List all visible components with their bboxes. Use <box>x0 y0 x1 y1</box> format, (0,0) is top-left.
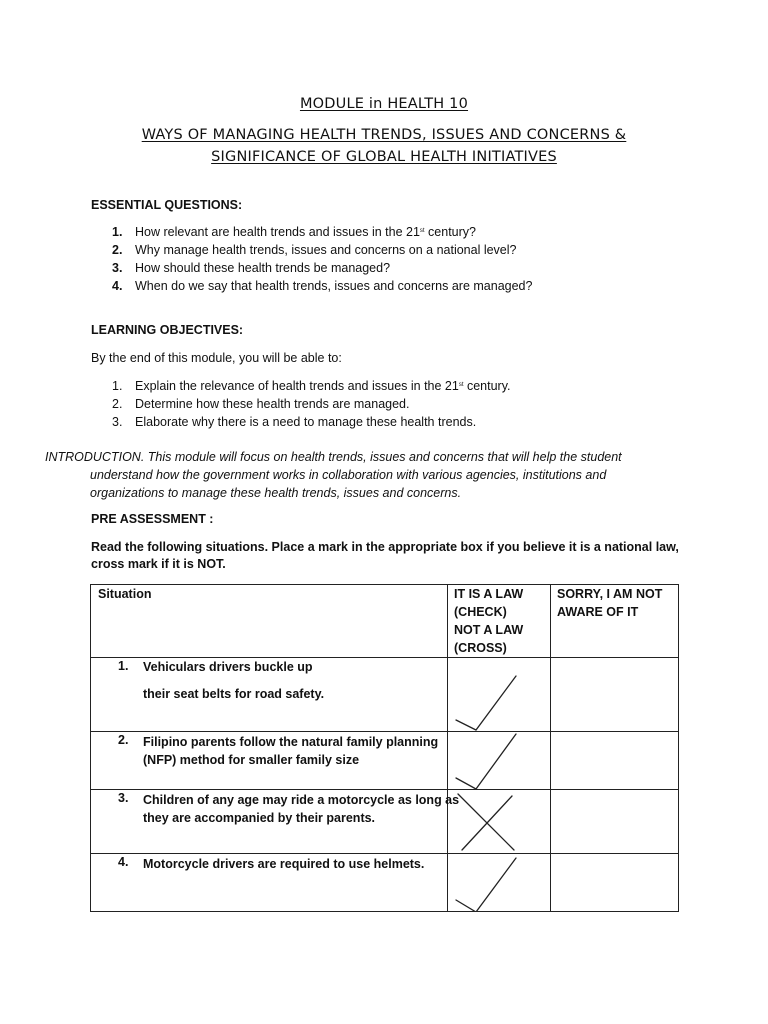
learning-objectives-heading: LEARNING OBJECTIVES: <box>91 323 244 337</box>
topic-title-line2: SIGNIFICANCE OF GLOBAL HEALTH INITIATIVES <box>211 149 557 165</box>
module-title: MODULE in HEALTH 10 <box>299 96 469 112</box>
pre-assessment-table <box>90 584 679 912</box>
law-mark-cell[interactable] <box>448 658 551 732</box>
instruction-line2: cross mark if it is NOT. <box>91 557 226 571</box>
check-mark-icon <box>448 658 550 732</box>
situation-cell: 1. Vehiculars drivers buckle up their seat belts for road safety. <box>91 658 448 732</box>
not-aware-cell[interactable] <box>551 658 679 732</box>
not-aware-cell[interactable] <box>551 790 679 854</box>
table-row <box>91 790 679 854</box>
not-aware-cell[interactable] <box>551 854 679 912</box>
law-mark-cell[interactable] <box>448 854 551 912</box>
situation-cell: 4. Motorcycle drivers are required to use helmets. <box>91 854 448 912</box>
introduction-paragraph: INTRODUCTION. This module will focus on health trends, issues and concerns that will help the student understand how the government works in collaboration with various agencies, institutions and organizations to manage these health trends, issues and concerns. <box>45 450 622 500</box>
situation-cell: 2. Filipino parents follow the natural family planning (NFP) method for smaller family size <box>91 732 448 790</box>
header-situation: Situation <box>91 585 448 658</box>
table-row <box>91 732 679 790</box>
law-mark-cell[interactable] <box>448 732 551 790</box>
check-mark-icon <box>448 732 550 790</box>
header-not-aware: SORRY, I AM NOT AWARE OF IT <box>551 585 679 658</box>
situation-cell: 3. Children of any age may ride a motorcycle as long as they are accompanied by their parents. <box>91 790 448 854</box>
check-mark-icon <box>448 854 550 912</box>
not-aware-cell[interactable] <box>551 732 679 790</box>
table-row <box>91 658 679 732</box>
header-law: IT IS A LAW (CHECK) NOT A LAW (CROSS) <box>448 585 551 658</box>
objectives-intro: By the end of this module, you will be able to: <box>91 351 342 365</box>
instruction-line1: Read the following situations. Place a mark in the appropriate box if you believe it is a national law, <box>91 540 679 554</box>
table-row <box>91 854 679 912</box>
pre-assessment-heading: PRE ASSESSMENT : <box>91 512 214 526</box>
law-mark-cell[interactable] <box>448 790 551 854</box>
cross-mark-icon <box>448 790 550 854</box>
topic-title-line1: WAYS OF MANAGING HEALTH TRENDS, ISSUES AND CONCERNS & <box>141 127 627 143</box>
table-header-row <box>91 585 679 658</box>
essential-questions-heading: ESSENTIAL QUESTIONS: <box>91 198 243 212</box>
